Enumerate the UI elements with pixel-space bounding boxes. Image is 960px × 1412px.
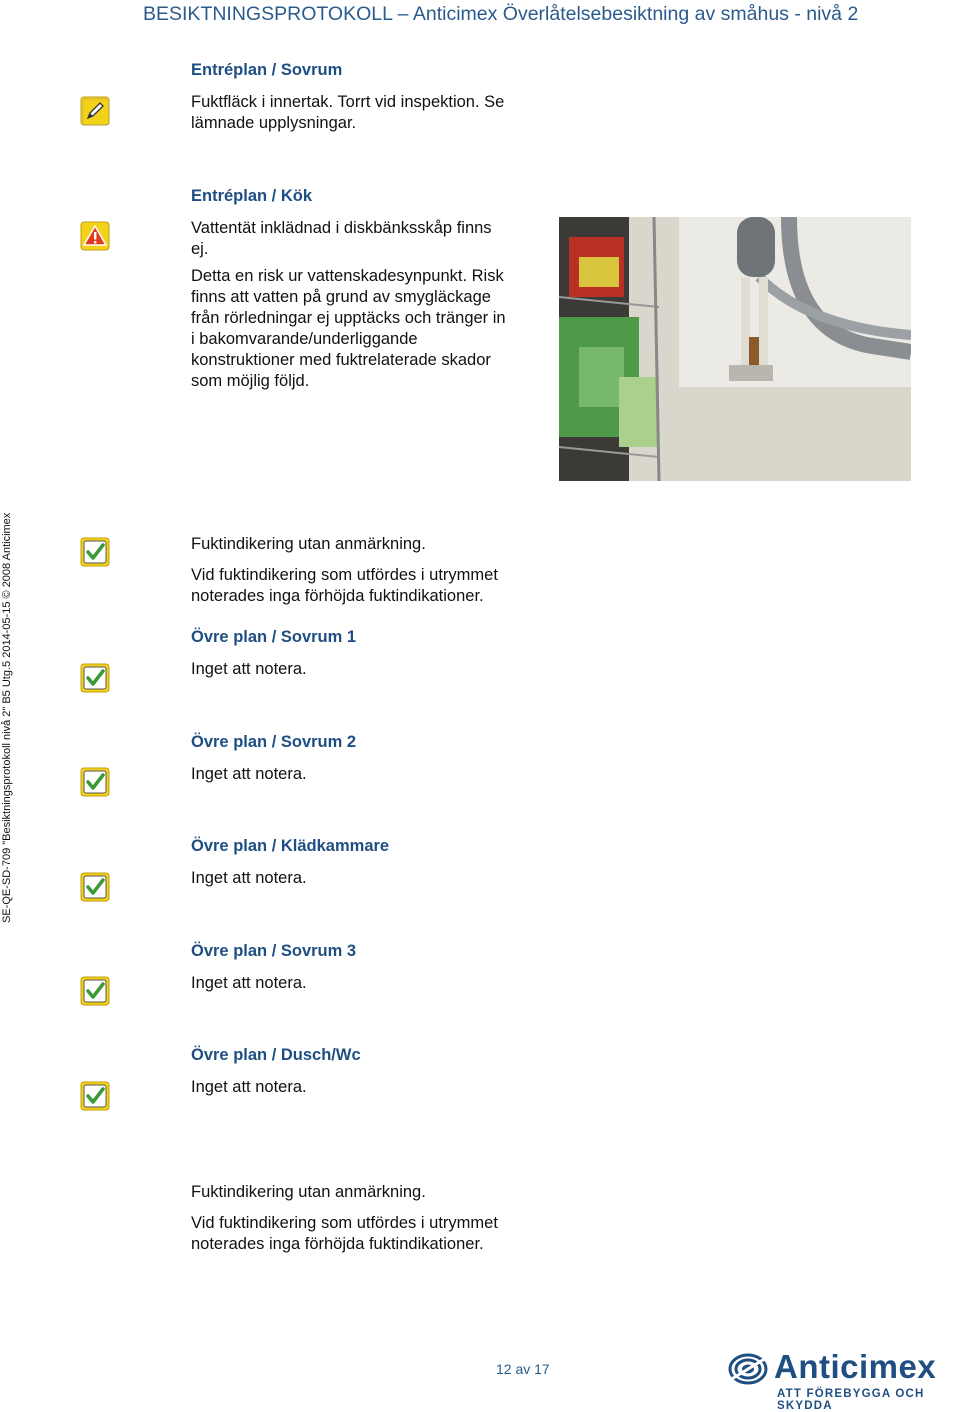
checkmark-icon (80, 663, 110, 693)
logo-tagline: ATT FÖREBYGGA OCH SKYDDA (777, 1388, 925, 1412)
section-heading-ovre-sovrum-2: Övre plan / Sovrum 2 (191, 733, 357, 751)
section-text-entreplan-kok: Vattentät inklädnad i diskbänksskåp finns ej. Detta en risk ur vattenskadesynpunkt. Risk finns att vatten på grund av smygläckage från rörledningar ej upptäcks och tränger in i bakomvarande/underliggande konstruktioner med fuktrelaterade skador som möjlig följd. (191, 219, 506, 390)
section-heading-ovre-sovrum-3: Övre plan / Sovrum 3 (191, 942, 357, 960)
logo-wordmark: Anticimex (774, 1348, 937, 1385)
section-heading-ovre-kladkammare: Övre plan / Klädkammare (191, 837, 390, 855)
pencil-icon (80, 96, 110, 126)
section-text-ovre-sovrum-2: Inget att notera. (191, 765, 307, 783)
section-text-fuktindikering-2: Fuktindikering utan anmärkning. Vid fuktindikering som utfördes i utrymmet noterades inga förhöjda fuktindikationer. (191, 1183, 498, 1253)
checkmark-icon (80, 1081, 110, 1111)
section-text-entreplan-sovrum: Fuktfläck i innertak. Torrt vid inspektion. Se lämnade upplysningar. (191, 93, 505, 132)
section-text-ovre-sovrum-3: Inget att notera. (191, 974, 307, 992)
section-heading-entreplan-sovrum: Entréplan / Sovrum (191, 61, 343, 79)
page-header-title: BESIKTNINGSPROTOKOLL – Anticimex Överlåtelsebesiktning av småhus - nivå 2 (143, 3, 859, 25)
section-heading-ovre-sovrum-1: Övre plan / Sovrum 1 (191, 628, 357, 646)
checkmark-icon (80, 872, 110, 902)
checkmark-icon (80, 976, 110, 1006)
section-text-fuktindikering-1: Fuktindikering utan anmärkning. Vid fuktindikering som utfördes i utrymmet noterades inga förhöjda fuktindikationer. (191, 535, 498, 605)
anticimex-logo (726, 1346, 954, 1412)
warning-icon (80, 221, 110, 251)
checkmark-icon (80, 537, 110, 567)
section-heading-ovre-dusch-wc: Övre plan / Dusch/Wc (191, 1046, 361, 1064)
anticimex-logo-mark-icon (726, 1350, 770, 1388)
kitchen-sink-cabinet-photo (559, 217, 911, 481)
section-text-ovre-dusch-wc: Inget att notera. (191, 1078, 307, 1096)
document-reference-code: SE-QE-SD-709 "Besiktningsprotokoll nivå 2" B5 Utg.5 2014-05-15 © 2008 Anticimex (1, 512, 13, 923)
section-text-ovre-kladkammare: Inget att notera. (191, 869, 307, 887)
page-number: 12 av 17 (496, 1361, 550, 1377)
checkmark-icon (80, 767, 110, 797)
section-text-ovre-sovrum-1: Inget att notera. (191, 660, 307, 678)
section-heading-entreplan-kok: Entréplan / Kök (191, 187, 313, 205)
